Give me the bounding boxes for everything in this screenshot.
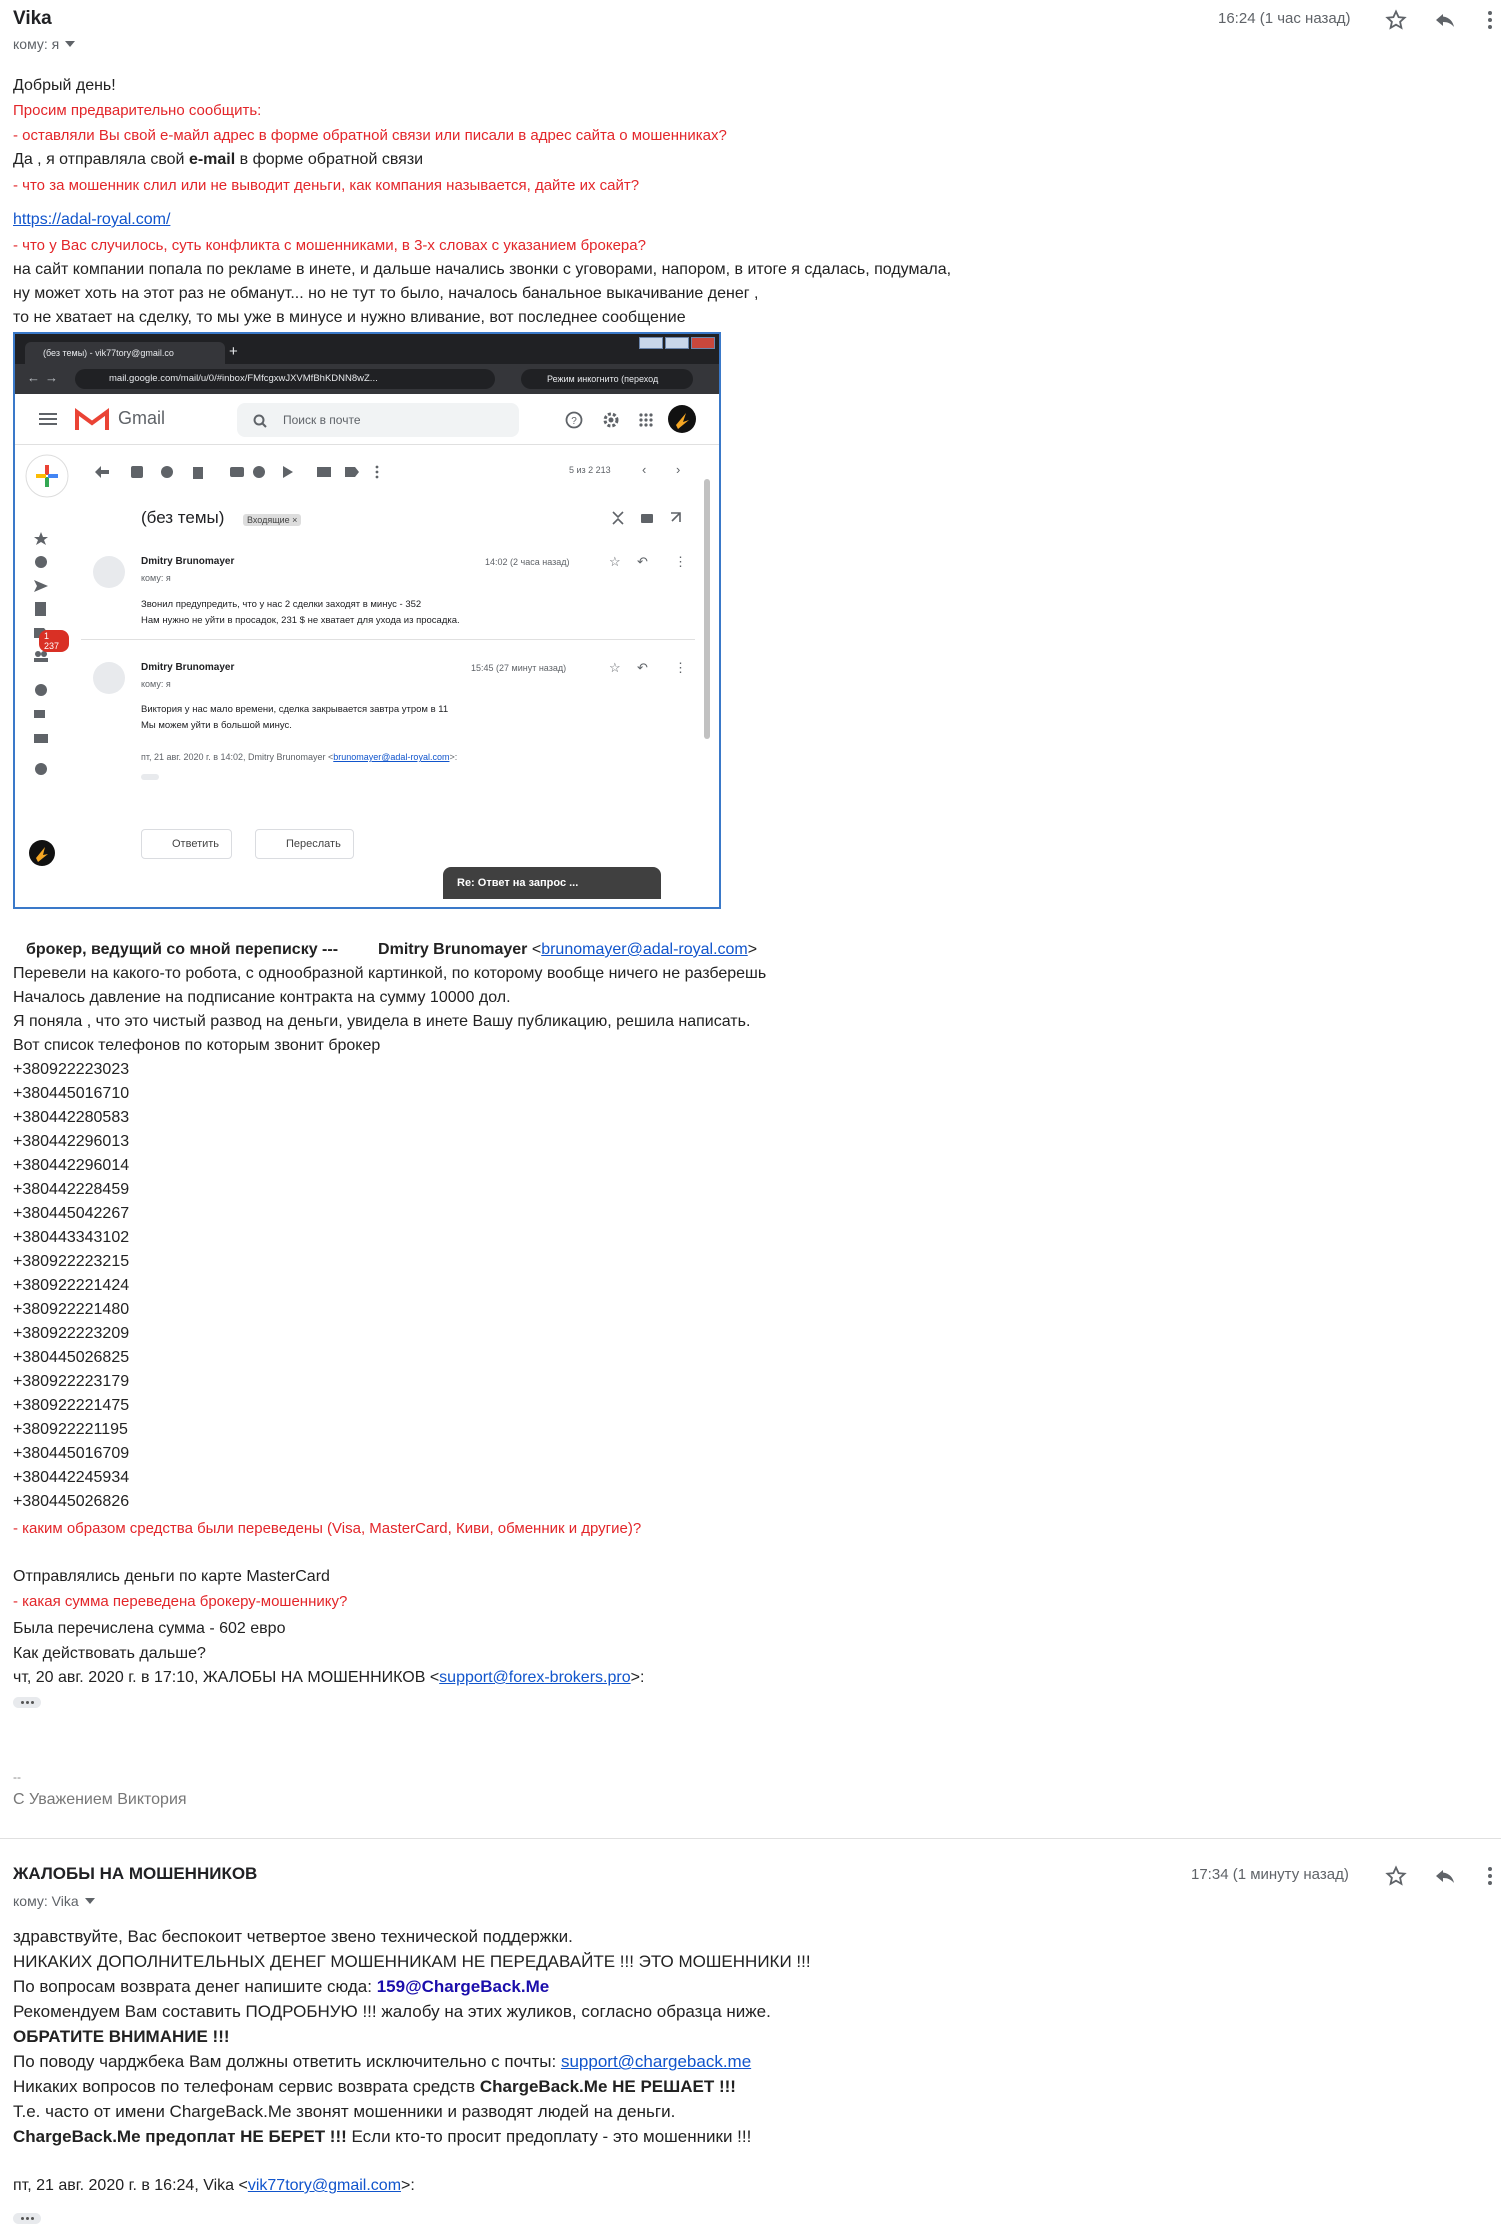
browser-tabbar bbox=[15, 334, 719, 364]
screenshot-forward-button: Переслать bbox=[255, 829, 354, 859]
reply-line-1: здравствуйте, Вас беспокоит четвертое звено технической поддержки. bbox=[13, 1927, 573, 1946]
question-2: - что за мошенник слил или не выводит деньги, как компания называется, дайте их сайт? bbox=[13, 177, 640, 194]
phone-number: +380442228459 bbox=[13, 1181, 130, 1198]
phone-number: +380442296013 bbox=[13, 1133, 130, 1150]
message-sender[interactable]: Vika bbox=[13, 8, 52, 29]
reply-line-6: По поводу чарджбека Вам должны ответить исключительно с почты: support@chargeback.me bbox=[13, 2052, 752, 2071]
star-icon[interactable] bbox=[1383, 7, 1409, 33]
reply-line-2: НИКАКИХ ДОПОЛНИТЕЛЬНЫХ ДЕНЕГ МОШЕННИКАМ НЕ ПЕРЕДАВАЙТЕ !!! ЭТО МОШЕННИКИ !!! bbox=[13, 1952, 811, 1971]
menu-icon bbox=[39, 412, 57, 426]
screenshot-to-1: кому: я bbox=[141, 573, 171, 583]
screenshot-time-2: 15:45 (27 минут назад) bbox=[471, 663, 567, 673]
sender-avatar bbox=[93, 662, 125, 694]
star-icon-small: ☆ bbox=[609, 554, 621, 569]
phone-number: +380922221480 bbox=[13, 1301, 130, 1318]
phone-number: +380443343102 bbox=[13, 1229, 130, 1246]
screenshot-quote: пт, 21 авг. 2020 г. в 14:02, Dmitry Brunomayer <brunomayer@adal-royal.com>: bbox=[141, 752, 458, 762]
recipients-label: кому: я bbox=[13, 36, 60, 52]
phone-number: +380922223209 bbox=[13, 1325, 130, 1342]
phone-number: +380445026826 bbox=[13, 1493, 130, 1510]
search-icon bbox=[253, 414, 267, 428]
recipients-toggle[interactable] bbox=[13, 1893, 95, 1909]
compose-plus-icon bbox=[25, 454, 69, 498]
gmail-label: Gmail bbox=[118, 408, 166, 428]
next-icon: › bbox=[676, 462, 681, 477]
question-3: - что у Вас случилось, суть конфликта с мошенниками, в 3-х словах с указанием брокера? bbox=[13, 237, 646, 254]
reply-icon-small: ↶ bbox=[637, 660, 648, 675]
folder-label: Входящие × bbox=[243, 514, 301, 526]
url-text: mail.google.com/mail/u/0/#inbox/FMfcgxwJXVMfBhKDNN8wZ... bbox=[75, 369, 495, 389]
phone-number: +380922221195 bbox=[13, 1421, 128, 1438]
quoted-header: чт, 20 авг. 2020 г. в 17:10, ЖАЛОБЫ НА МОШЕННИКОВ <support@forex-brokers.pro>: bbox=[13, 1669, 645, 1686]
user-avatar-icon bbox=[29, 840, 55, 866]
screenshot-sender-1: Dmitry Brunomayer bbox=[141, 556, 235, 567]
support-email-link[interactable]: support@chargeback.me bbox=[560, 2052, 752, 2071]
phone-number: +380445026825 bbox=[13, 1349, 130, 1366]
reply-line-4: Рекомендуем Вам составить ПОДРОБНУЮ !!! жалобу на этих жуликов, согласно образца ниже. bbox=[13, 2002, 771, 2021]
phone-number: +380442296014 bbox=[13, 1157, 130, 1174]
question-1: - оставляли Вы свой е-майл адрес в форме обратной связи или писали в адрес сайта о мошенниках? bbox=[13, 127, 727, 144]
pager: 5 из 2 213 bbox=[569, 465, 611, 475]
phone-number: +380445016710 bbox=[13, 1085, 130, 1102]
message-divider bbox=[0, 1838, 1501, 1839]
show-trimmed-content-button[interactable] bbox=[13, 2213, 41, 2224]
phone-number: +380922221475 bbox=[13, 1397, 130, 1414]
screenshot-reply-button: Ответить bbox=[141, 829, 232, 859]
account-avatar-icon bbox=[668, 405, 696, 433]
phone-number: +380442245934 bbox=[13, 1469, 130, 1486]
more-vert-icon[interactable] bbox=[1484, 7, 1496, 33]
prev-icon: ‹ bbox=[642, 462, 647, 477]
gmail-header bbox=[15, 394, 719, 445]
question-5: - какая сумма переведена брокеру-мошеннику? bbox=[13, 1593, 348, 1610]
phone-number: +380922223023 bbox=[13, 1061, 130, 1078]
subject-actions-icons bbox=[611, 510, 691, 526]
screenshot-text-2a: Виктория у нас мало времени, сделка закрывается завтра утром в 11 bbox=[141, 704, 449, 715]
recipients-toggle[interactable] bbox=[13, 36, 75, 52]
settings-gear-icon bbox=[602, 411, 620, 429]
incognito-label: Режим инкогнито (переход bbox=[521, 369, 693, 389]
apps-grid-icon bbox=[638, 412, 654, 428]
phone-number: +380445016709 bbox=[13, 1445, 130, 1462]
screenshot-sender-2: Dmitry Brunomayer bbox=[141, 662, 235, 673]
answer-5: Была перечислена сумма - 602 евро bbox=[13, 1620, 286, 1637]
more-vert-icon[interactable] bbox=[1484, 1863, 1496, 1889]
reply-icon[interactable] bbox=[1432, 1863, 1458, 1889]
unread-count-badge: 1 237 bbox=[39, 630, 69, 652]
phone-number: +380445042267 bbox=[13, 1205, 130, 1222]
company-link[interactable]: https://adal-royal.com/ bbox=[13, 211, 171, 228]
story-line-2: ну может хоть на этот раз не обманут... но не тут то было, началось банальное выкачивание денег , bbox=[13, 285, 759, 302]
show-trimmed-content-button[interactable] bbox=[13, 1697, 41, 1708]
message-time: 16:24 (1 час назад) bbox=[1218, 10, 1351, 27]
quote-expand-icon bbox=[141, 774, 159, 780]
screenshot-compose-bar: Re: Ответ на запрос ... bbox=[443, 867, 661, 899]
chevron-down-icon bbox=[65, 41, 75, 47]
phone-number: +380922223215 bbox=[13, 1253, 130, 1270]
gmail-left-rail bbox=[15, 444, 69, 907]
reply-line-3: По вопросам возврата денег напишите сюда: 159@ChargeBack.Me bbox=[13, 1977, 550, 1996]
chevron-down-icon bbox=[85, 1898, 95, 1904]
pressure-line: Началось давление на подписание контракта на сумму 10000 дол. bbox=[13, 989, 511, 1006]
story-line-3: то не хватает на сделку, то мы уже в минусе и нужно вливание, вот последнее сообщение bbox=[13, 309, 686, 326]
question-4: - каким образом средства были переведены (Visa, MasterCard, Киви, обменник и другие)? bbox=[13, 1520, 642, 1537]
screenshot-time-1: 14:02 (2 часа назад) bbox=[485, 557, 570, 567]
more-icon-small: ⋮ bbox=[674, 554, 687, 569]
gmail-logo-icon bbox=[75, 408, 109, 432]
reply-line-9: ChargeBack.Me предоплат НЕ БЕРЕТ !!! Если кто-то просит предоплату - это мошенники !!! bbox=[13, 2127, 752, 2146]
left-rail-icons bbox=[34, 532, 48, 782]
star-icon[interactable] bbox=[1383, 1863, 1409, 1889]
phones-intro: Вот список телефонов по которым звонит брокер bbox=[13, 1037, 381, 1054]
browser-tab: (без темы) - vik77tory@gmail.co bbox=[25, 342, 225, 364]
sender-avatar bbox=[93, 556, 125, 588]
quoted-header: пт, 21 авг. 2020 г. в 16:24, Vika <vik77tory@gmail.com>: bbox=[13, 2177, 415, 2194]
recipients-label: кому: Vika bbox=[13, 1893, 79, 1909]
window-controls bbox=[639, 337, 715, 349]
search-box: Поиск в почте bbox=[237, 403, 519, 437]
screenshot-subject: (без темы) bbox=[141, 508, 225, 527]
forward-arrow-icon: → bbox=[45, 370, 58, 385]
browser-address-bar bbox=[15, 364, 719, 394]
svg-text:?: ? bbox=[571, 416, 577, 427]
reply-line-8: Т.е. часто от имени ChargeBack.Me звонят мошенники и разводят людей на деньги. bbox=[13, 2102, 676, 2121]
broker-line: брокер, ведущий со мной переписку --- Dmitry Brunomayer <brunomayer@adal-royal.com> bbox=[26, 941, 758, 958]
message-toolbar-icons bbox=[95, 464, 545, 480]
answer-1: Да , я отправляла свой e-mail в форме обратной связи bbox=[13, 151, 424, 168]
phone-number: +380922221424 bbox=[13, 1277, 130, 1294]
screenshot-to-2: кому: я bbox=[141, 679, 171, 689]
star-icon-small: ☆ bbox=[609, 660, 621, 675]
more-icon-small: ⋮ bbox=[674, 660, 687, 675]
answer-4: Отправлялись деньги по карте MasterCard bbox=[13, 1568, 330, 1585]
message-time: 17:34 (1 минуту назад) bbox=[1191, 1866, 1349, 1883]
greeting: Добрый день! bbox=[13, 77, 116, 94]
signature-dash: -- bbox=[13, 1770, 21, 1784]
understood-line: Я поняла , что это чистый развод на деньги, увидела в инете Вашу публикацию, решила написать. bbox=[13, 1013, 751, 1030]
chargeback-email[interactable]: 159@ChargeBack.Me bbox=[376, 1977, 550, 1996]
phone-number: +380922223179 bbox=[13, 1373, 130, 1390]
robot-line: Перевели на какого-то робота, с однообразной картинкой, по которому вообще ничего не разберешь bbox=[13, 965, 767, 982]
reply-line-5: ОБРАТИТЕ ВНИМАНИЕ !!! bbox=[13, 2027, 230, 2046]
story-line-1: на сайт компании попала по рекламе в инете, и дальше начались звонки с уговорами, напором, в итоге я сдалась, подумала, bbox=[13, 261, 952, 278]
reply-icon[interactable] bbox=[1432, 7, 1458, 33]
reply-line-7: Никаких вопросов по телефонам сервис возврата средств ChargeBack.Me НЕ РЕШАЕТ !!! bbox=[13, 2077, 736, 2096]
phone-number: +380442280583 bbox=[13, 1109, 130, 1126]
signature: С Уважением Виктория bbox=[13, 1791, 187, 1808]
help-icon bbox=[565, 411, 583, 429]
screenshot-text-1a: Звонил предупредить, что у нас 2 сделки заходят в минус - 352 bbox=[141, 599, 422, 610]
reply-icon-small: ↶ bbox=[637, 554, 648, 569]
screenshot-text-2b: Мы можем уйти в большой минус. bbox=[141, 720, 292, 731]
screenshot-scrollbar bbox=[704, 479, 710, 739]
new-tab-icon: + bbox=[229, 343, 238, 360]
message-sender[interactable]: ЖАЛОБЫ НА МОШЕННИКОВ bbox=[13, 1864, 258, 1883]
question-intro: Просим предварительно сообщить: bbox=[13, 102, 262, 119]
screenshot-text-1b: Нам нужно не уйти в просадок, 231 $ не хватает для ухода из просадка. bbox=[141, 615, 460, 626]
embedded-screenshot[interactable] bbox=[13, 332, 721, 909]
back-arrow-icon: ← bbox=[27, 370, 40, 385]
next-steps-question: Как действовать дальше? bbox=[13, 1645, 206, 1662]
